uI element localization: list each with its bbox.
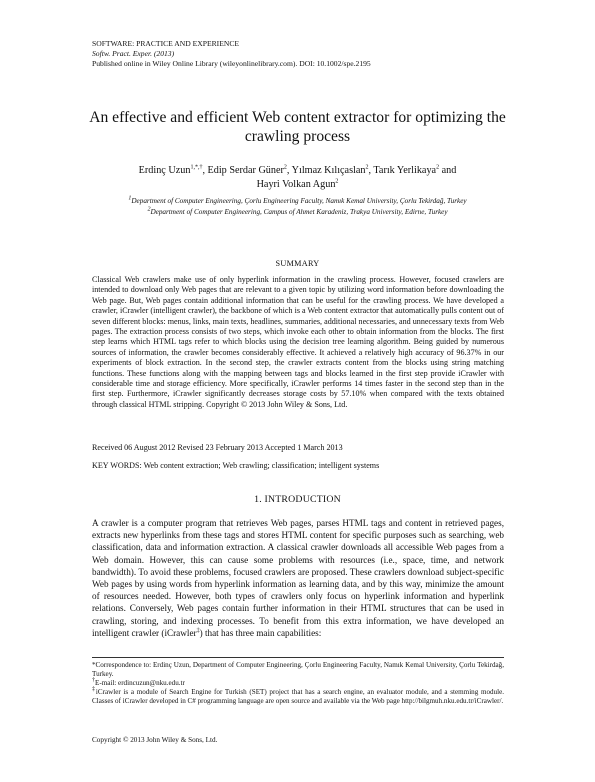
abstract-text: Classical Web crawlers make use of only hyperlink information in the crawling process. However, focused crawlers are intended to download only Web pages that are relevant to a given topic by utilizing word information before downloading the Web page. But, Web pages contain additional information that can be useful for the crawling process. We have developed a crawler, iCrawler (intelligent crawler), the backbone of which is a Web content extractor that automatically pulls content out of seven different blocks: menus, links, main texts, headlines, summaries, additional necessaries, and unnecessary texts from Web pages. The extraction process consists of two steps, which invoke each other to obtain information from the blocks. The first step learns which HTML tags refer to which blocks using the decision tree learning algorithm. Being guided by numerous sources of information, the crawler becomes considerably effective. It achieved a relatively high accuracy of 96.37% in our experiments of block extraction. In the second step, the crawler extracts content from the blocks using string matching functions. These functions along with the mapping between tags and blocks learned in the first step provide iCrawler with considerable time and storage efficiency. More specifically, iCrawler performs 14 times faster in the second step than in the first step. Furthermore, iCrawler significantly decreases storage costs by 57.10% when compared with the texts obtained through classical HTML stripping. Copyright © 2013 John Wiley & Sons, Ltd. [92,275,504,409]
summary-heading: SUMMARY [275,259,320,268]
footnotes [92,661,504,706]
introduction-paragraph: A crawler is a computer program that retrieves Web pages, parses HTML tags and content in retrieved pages, extracts new hyperlinks from these tags and stores HTML content for specific purposes such as searching, web classification, data and information extraction. A classical crawler downloads all accessible Web pages from a Web domain. However, this can cause some problems with resources (i.e., space, time, and network bandwidth). To avoid these problems, focused crawlers are proposed. These crawlers download subject-specific Web pages by using words from hyperlink information as learning data, and by this way, minimize the amount of resources needed. However, both types of crawlers only focus on hyperlink information and hyperlink relations. Conversely, Web pages contain further information in their HTML structures that can be used in crawling, storing, and indexing processes. To benefit from this extra information, we have developed an intelligent crawler (iCrawler‡) that has three main capabilities: [92,518,504,638]
author-5: Hayri Volkan Agun$^2$ [256,178,339,190]
keywords: KEY WORDS: Web content extraction; Web crawling; classification; intelligent systems [92,461,380,470]
affiliation-1: $^1$Department of Computer Engineering, Çorlu Engineering Faculty, Namık Kemal University, Çorlu Tekirdağ, Turkey [128,195,467,205]
journal-citation: Softw. Pract. Exper. (2013) [92,49,175,58]
title-line-1: An effective and efficient Web content extractor for optimizing the [89,109,506,126]
footnote-email: †E-mail: erdincuzun@nku.edu.tr [92,677,185,688]
affiliation-2: $^2$Department of Computer Engineering, Campus of Ahmet Karadeniz, Trakya University, Edirne, Turkey [147,206,448,216]
author-3: Yılmaz Kılıçaslan$^2$, [291,164,374,176]
author-4: Tarık Yerlikaya$^2$ and [373,164,457,176]
paper-title [60,108,535,146]
footnote-divider [92,657,504,658]
footnote-correspondence: *Correspondence to: Erdinç Uzun, Department of Computer Engineering, Çorlu Engineering Faculty, Namık Kemal University, Çorlu Tekirdağ, Turkey. [92,661,504,679]
author-2: Edip Serdar Güner$^2$, [207,164,292,176]
copyright-footer: Copyright © 2013 John Wiley & Sons, Ltd. [92,736,218,744]
journal-name: SOFTWARE: PRACTICE AND EXPERIENCE [92,39,240,48]
received-dates: Received 06 August 2012 Revised 23 February 2013 Accepted 1 March 2013 [92,443,343,452]
affiliations [80,196,515,218]
title-line-2: crawling process [244,128,351,145]
section-heading-introduction: 1. INTRODUCTION [254,494,341,505]
footnote-icrawler: ‡iCrawler is a module of Search Engine for Turkish (SET) project that has a search engine, an evaluator module, and a stemming module. Classes of iCrawler developed in C# programming language are open source and available via the Web page http://bilgmuh.nku.edu.tr/iCrawler/. [92,686,504,706]
author-list [80,164,515,192]
author-1: Erdinç Uzun$^{1,*,\dagger}$, [138,164,208,176]
publication-info: Published online in Wiley Online Library (wileyonlinelibrary.com). DOI: 10.1002/spe.2195 [92,59,371,68]
journal-header [92,39,371,69]
